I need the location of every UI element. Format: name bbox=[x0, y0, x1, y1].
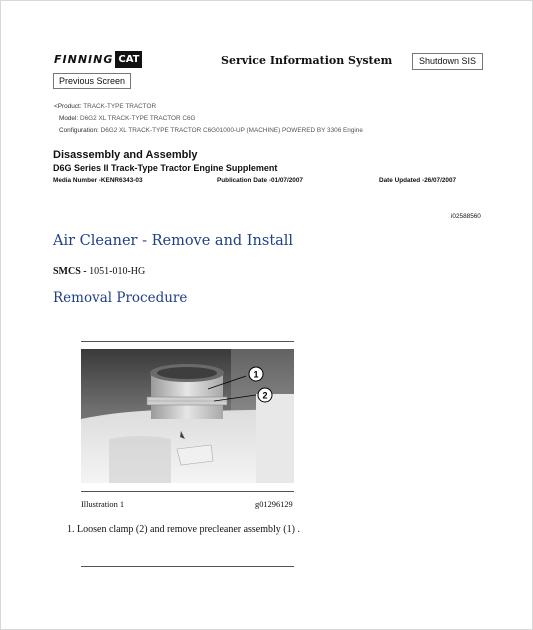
configuration-line bbox=[59, 127, 363, 134]
divider-top bbox=[81, 341, 294, 342]
section-subheading: D6G Series II Track-Type Tractor Engine Supplement bbox=[53, 163, 278, 173]
divider-under-photo bbox=[81, 491, 294, 492]
finning-cat-logo bbox=[54, 51, 142, 68]
illustration-photo bbox=[81, 349, 294, 483]
config-value: D6G2 XL TRACK-TYPE TRACTOR C6G01000-UP (MACHINE) POWERED BY 3306 Engine bbox=[100, 127, 363, 134]
section-heading: Disassembly and Assembly bbox=[53, 149, 198, 161]
divider-bottom bbox=[81, 566, 294, 567]
product-key: <Product: bbox=[54, 103, 82, 110]
product-value: TRACK-TYPE TRACTOR bbox=[83, 103, 157, 110]
illustration-caption: Illustration 1 bbox=[81, 500, 125, 509]
document-id: i02588560 bbox=[451, 213, 481, 220]
illustration-code: g01296129 bbox=[255, 500, 293, 509]
date-updated: Date Updated -26/07/2007 bbox=[379, 177, 457, 184]
smcs-line bbox=[53, 266, 145, 277]
step-1: 1. Loosen clamp (2) and remove precleaner assembly (1) . bbox=[67, 524, 300, 535]
config-key: Configuration: bbox=[59, 127, 99, 134]
model-line bbox=[59, 115, 196, 122]
product-line bbox=[54, 103, 156, 110]
model-value: D6G2 XL TRACK-TYPE TRACTOR C6G bbox=[79, 115, 196, 122]
callout-2: 2 bbox=[262, 390, 268, 401]
previous-screen-button[interactable]: Previous Screen bbox=[53, 73, 131, 89]
logo-text: FINNING bbox=[54, 53, 114, 66]
cat-badge: CAT bbox=[115, 51, 142, 68]
procedure-title: Removal Procedure bbox=[53, 290, 188, 306]
callout-1: 1 bbox=[253, 369, 259, 380]
smcs-label: SMCS - bbox=[53, 266, 87, 277]
media-number: Media Number -KENR6343-03 bbox=[53, 177, 143, 184]
article-title: Air Cleaner - Remove and Install bbox=[53, 233, 294, 249]
publication-date: Publication Date -01/07/2007 bbox=[217, 177, 303, 184]
model-key: Model: bbox=[59, 115, 79, 122]
system-title: Service Information System bbox=[221, 54, 393, 67]
smcs-value: 1051-010-HG bbox=[89, 266, 146, 277]
shutdown-sis-button[interactable]: Shutdown SIS bbox=[412, 53, 483, 70]
